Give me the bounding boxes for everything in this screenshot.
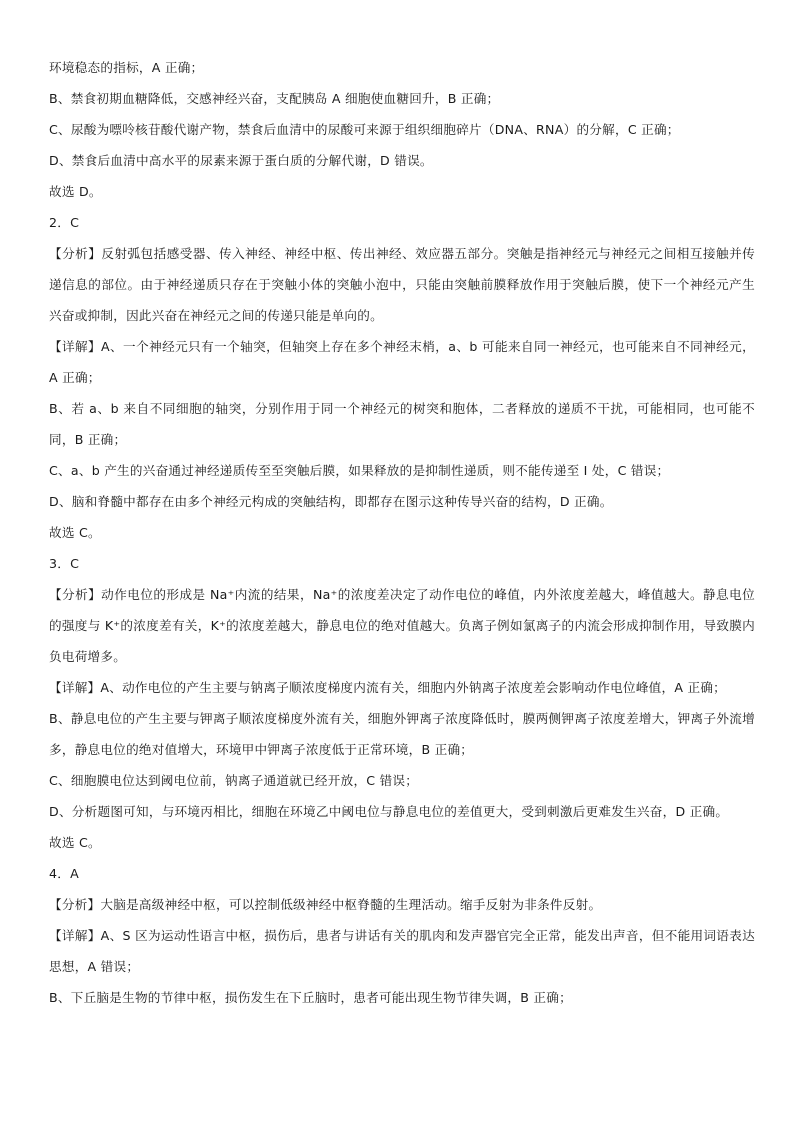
q2-detail-a: 【详解】A、一个神经元只有一个轴突，但轴突上存在多个神经末梢，a、b 可能来自同一神经元，也可能来自不同神经元，A 正确； (49, 339, 755, 385)
q1-option-b: B、禁食初期血糖降低，交感神经兴奋，支配胰岛 A 细胞使血糖回升，B 正确； (49, 91, 500, 106)
q1-option-a-tail: 环境稳态的指标，A 正确； (49, 60, 204, 75)
q2-option-c: C、a、b 产生的兴奋通过神经递质传至至突触后膜，如果释放的是抑制性递质，则不能传递至 I 处，C 错误； (49, 463, 670, 478)
q4-option-b: B、下丘脑是生物的节律中枢，损伤发生在下丘脑时，患者可能出现生物节律失调，B 正确； (49, 990, 572, 1005)
q4-detail-a: 【详解】A、S 区为运动性语言中枢，损伤后，患者与讲话有关的肌肉和发声器官完全正常，能发出声音，但不能用词语表达思想，A 错误； (49, 928, 755, 974)
q1-option-d: D、禁食后血清中高水平的尿素来源于蛋白质的分解代谢，D 错误。 (49, 153, 433, 168)
q4-analysis: 【分析】大脑是高级神经中枢，可以控制低级神经中枢脊髓的生理活动。缩手反射为非条件反射。 (49, 897, 602, 912)
q3-option-c: C、细胞膜电位达到阈电位前，钠离子通道就已经开放，C 错误； (49, 773, 419, 788)
q3-option-d: D、分析题图可知，与环境丙相比，细胞在环境乙中阈电位与静息电位的差值更大，受到刺激后更难发生兴奋，D 正确。 (49, 804, 729, 819)
q2-option-d: D、脑和脊髓中都存在由多个神经元构成的突触结构，即都存在图示这种传导兴奋的结构，D 正确。 (49, 494, 613, 509)
q1-conclusion: 故选 D。 (49, 184, 102, 199)
q3-detail-a: 【详解】A、动作电位的产生主要与钠离子顺浓度梯度内流有关，细胞内外钠离子浓度差会影响动作电位峰值，A 正确； (49, 680, 727, 695)
q2-conclusion: 故选 C。 (49, 525, 101, 540)
q1-option-c: C、尿酸为嘌呤核苷酸代谢产物，禁食后血清中的尿酸可来源于组织细胞碎片（DNA、RNA）的分解，C 正确； (49, 122, 680, 137)
q2-option-b: B、若 a、b 来自不同细胞的轴突，分别作用于同一个神经元的树突和胞体，二者释放的递质不干扰，可能相同，也可能不同，B 正确； (49, 401, 755, 447)
q3-option-b: B、静息电位的产生主要与钾离子顺浓度梯度外流有关，细胞外钾离子浓度降低时，膜两侧钾离子浓度差增大，钾离子外流增多，静息电位的绝对值增大，环境甲中钾离子浓度低于正常环境，B 正确； (49, 711, 755, 757)
q3-conclusion: 故选 C。 (49, 835, 101, 850)
q3-number: 3．C (49, 556, 80, 571)
q4-number: 4．A (49, 866, 79, 881)
q2-number: 2．C (49, 215, 80, 230)
answer-page (49, 52, 755, 1013)
q2-analysis: 【分析】反射弧包括感受器、传入神经、神经中枢、传出神经、效应器五部分。突触是指神经元与神经元之间相互接触并传递信息的部位。由于神经递质只存在于突触小体的突触小泡中，只能由突触前膜释放作用于突触后膜，使下一个神经元产生兴奋或抑制，因此兴奋在神经元之间的传递只能是单向的。 (49, 246, 755, 323)
q3-analysis: 【分析】动作电位的形成是 Na⁺内流的结果，Na⁺的浓度差决定了动作电位的峰值，内外浓度差越大，峰值越大。静息电位的强度与 K⁺的浓度差有关，K⁺的浓度差越大，静息电位的绝对值越大。负离子例如氯离子的内流会形成抑制作用，导致膜内负电荷增多。 (49, 587, 755, 664)
